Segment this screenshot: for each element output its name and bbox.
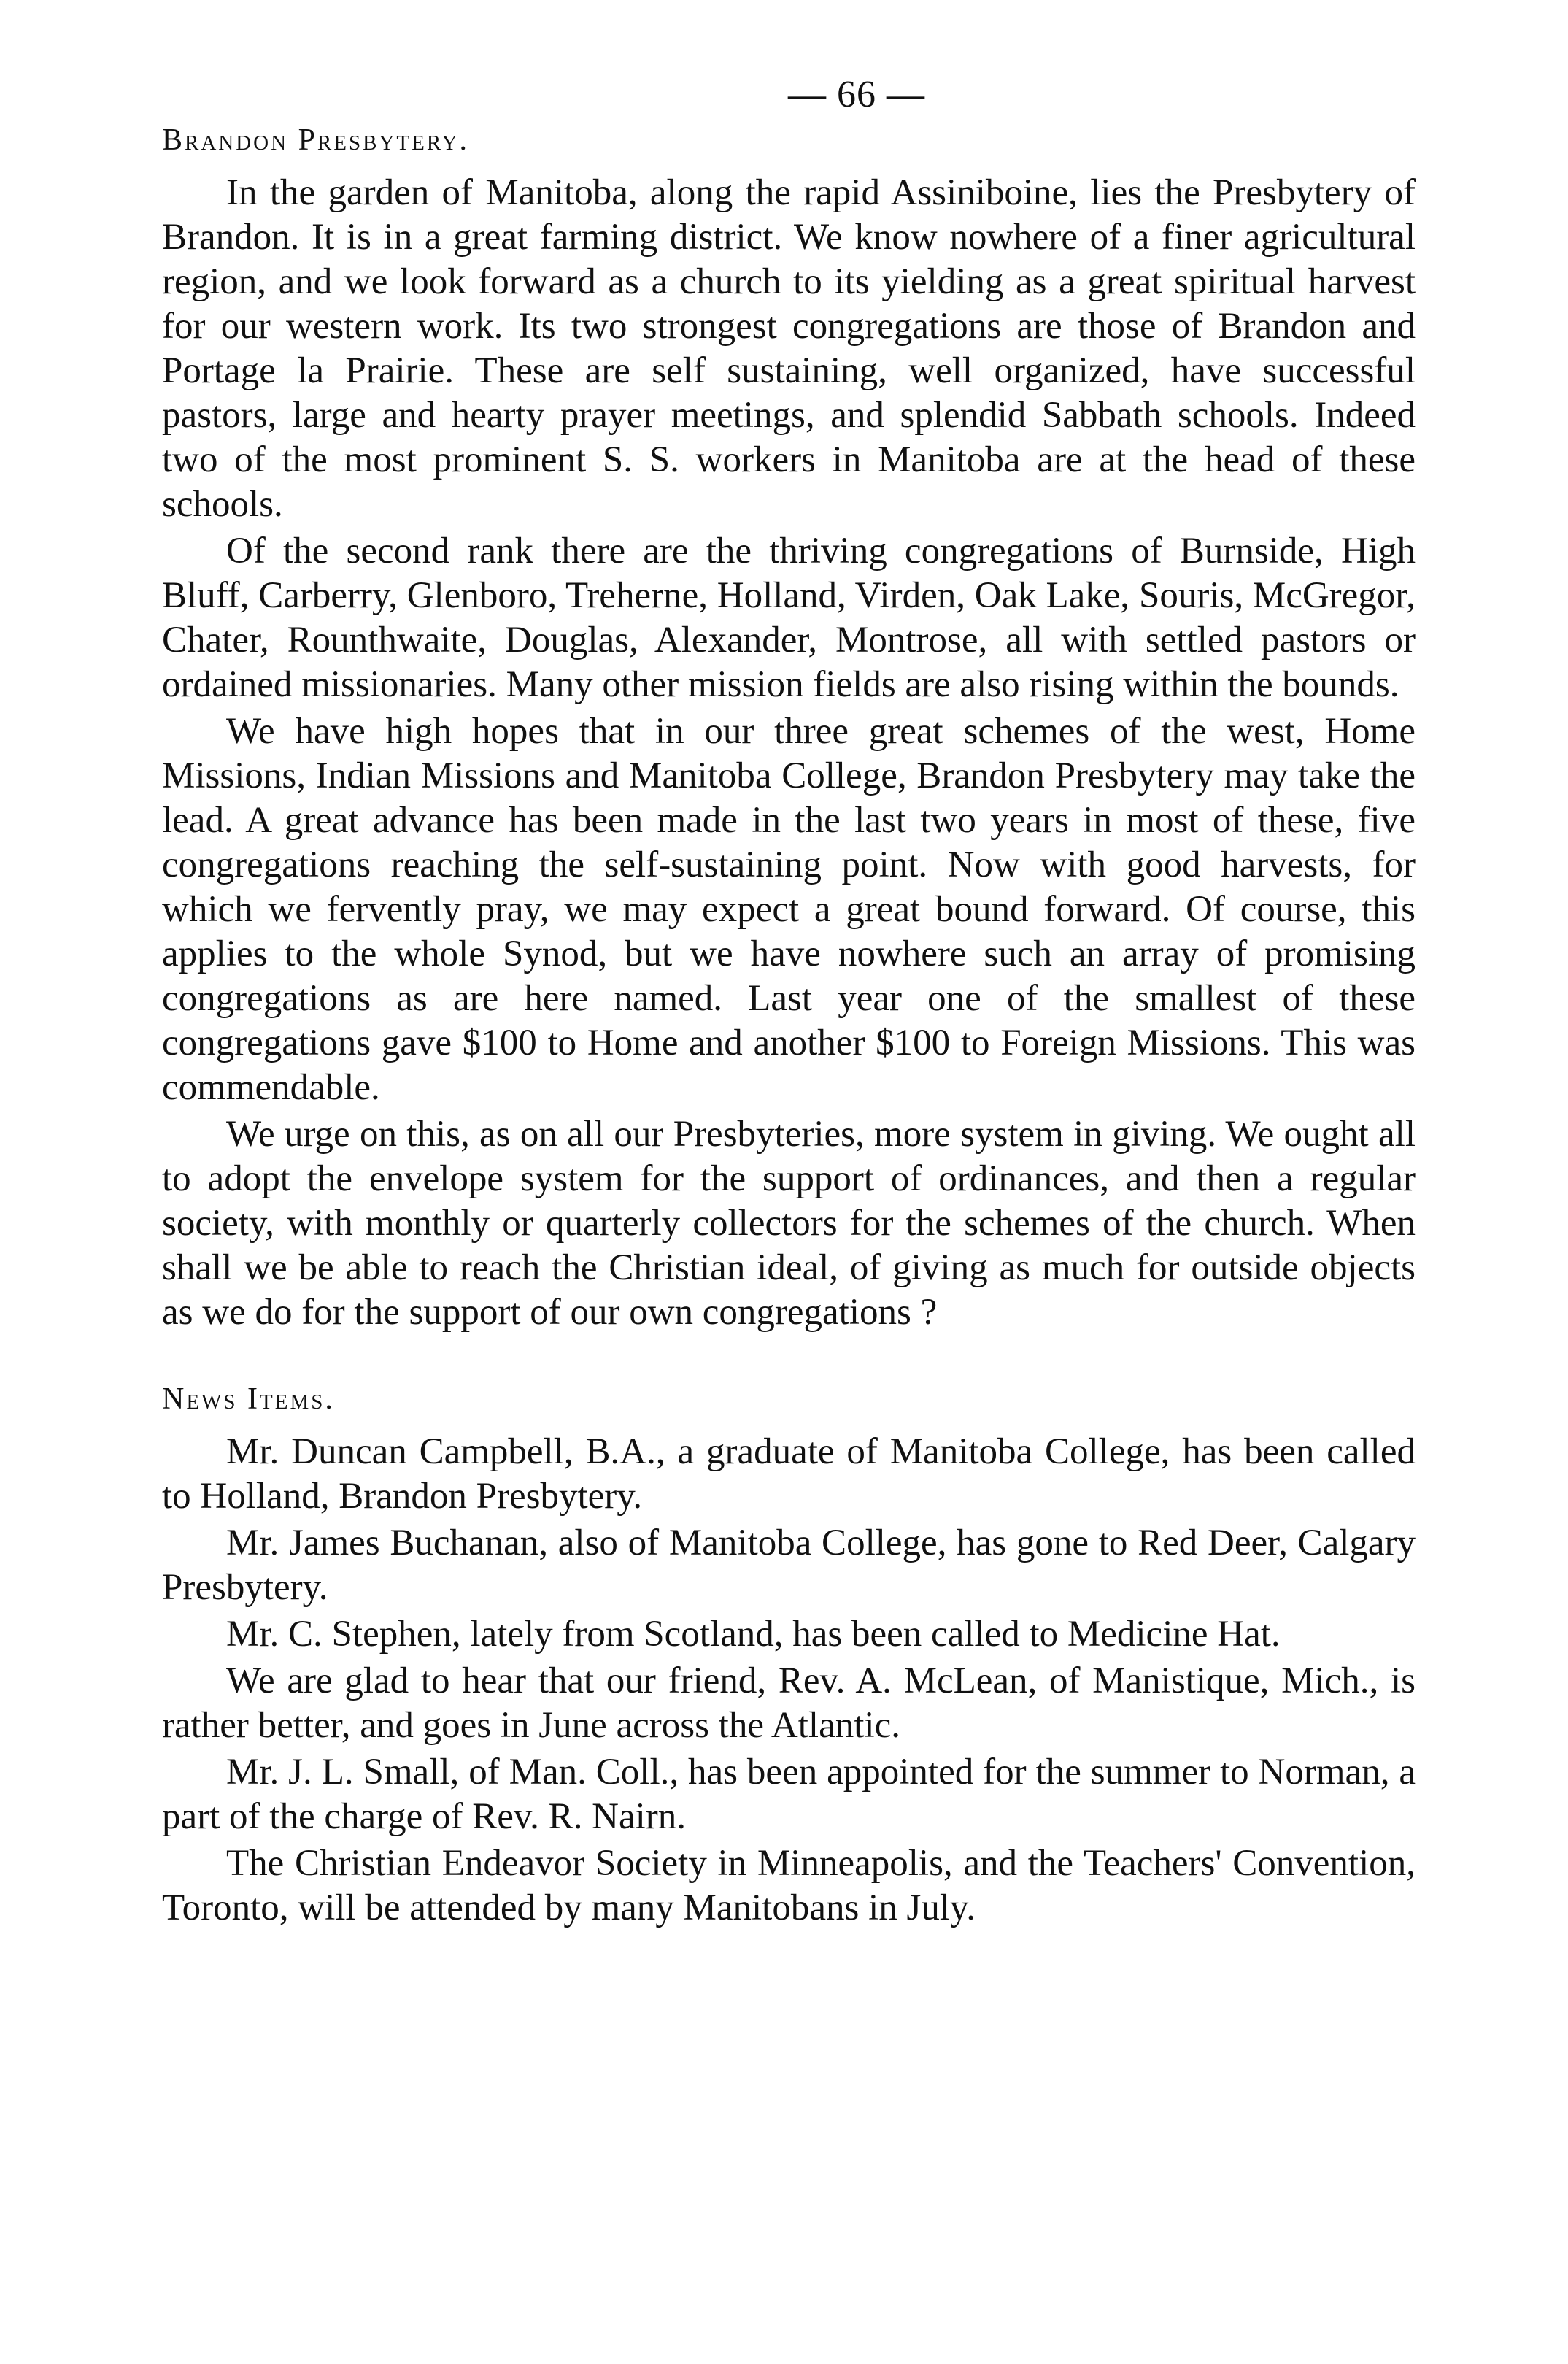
- news-item: Mr. J. L. Small, of Man. Coll., has been appointed for the summer to Norman, a part of the charge of Rev. R. Nairn.: [162, 1752, 1416, 1837]
- paragraph-system-in-giving: We urge on this, as on all our Presbyteries, more system in giving. We ought all to adopt the envelope system for the support of ordinances, and then a regular society, with monthly or quarterly collectors for the schemes of the church. When shall we be able to reach the Christian ideal, of giving as much for outside objects as we do for the support of our own congregations ?: [162, 1114, 1416, 1333]
- paragraph-second-rank-congregations: Of the second rank there are the thriving congregations of Burnside, High Bluff, Carberry, Glenboro, Treherne, Holland, Virden, Oak Lake, Souris, McGregor, Chater, Rounthwaite, Douglas, Alexander, Montrose, all with settled pastors or ordained missionaries. Many other mission fields are also rising within the bounds.: [162, 531, 1416, 705]
- section-heading-brandon-presbytery: Brandon Presbytery.: [162, 123, 470, 157]
- page-body: [162, 73, 1416, 1933]
- news-item: Mr. James Buchanan, also of Manitoba College, has gone to Red Deer, Calgary Presbytery.: [162, 1522, 1416, 1608]
- paragraph-three-great-schemes: We have high hopes that in our three great schemes of the west, Home Missions, Indian Missions and Manitoba College, Brandon Presbytery may take the lead. A great advance has been made in the last two years in most of these, five congregations reaching the self-sustaining point. Now with good harvests, for which we fervently pray, we may expect a great bound forward. Of course, this applies to the whole Synod, but we have nowhere such an array of promising congregations as are here named. Last year one of the smallest of these congregations gave $100 to Home and another $100 to Foreign Missions. This was commendable.: [162, 711, 1416, 1108]
- section-heading-news-items: News Items.: [162, 1382, 335, 1416]
- paragraph-brandon-intro: In the garden of Manitoba, along the rapid Assiniboine, lies the Presbytery of Brandon. It is in a great farming district. We know nowhere of a finer agricultural region, and we look forward as a church to its yielding as a great spiritual harvest for our western work. Its two strongest congregations are those of Brandon and Portage la Prairie. These are self sustaining, well organized, have successful pastors, large and hearty prayer meetings, and splendid Sabbath schools. Indeed two of the most prominent S. S. workers in Manitoba are at the head of these schools.: [162, 172, 1416, 525]
- news-item: Mr. Duncan Campbell, B.A., a graduate of Manitoba College, has been called to Holland, Brandon Presbytery.: [162, 1431, 1416, 1517]
- news-item: Mr. C. Stephen, lately from Scotland, has been called to Medicine Hat.: [226, 1614, 1281, 1655]
- news-item: We are glad to hear that our friend, Rev. A. McLean, of Manistique, Mich., is rather better, and goes in June across the Atlantic.: [162, 1660, 1416, 1746]
- page-number: — 66 —: [788, 74, 925, 115]
- news-item: The Christian Endeavor Society in Minneapolis, and the Teachers' Convention, Toronto, will be attended by many Manitobans in July.: [162, 1843, 1416, 1928]
